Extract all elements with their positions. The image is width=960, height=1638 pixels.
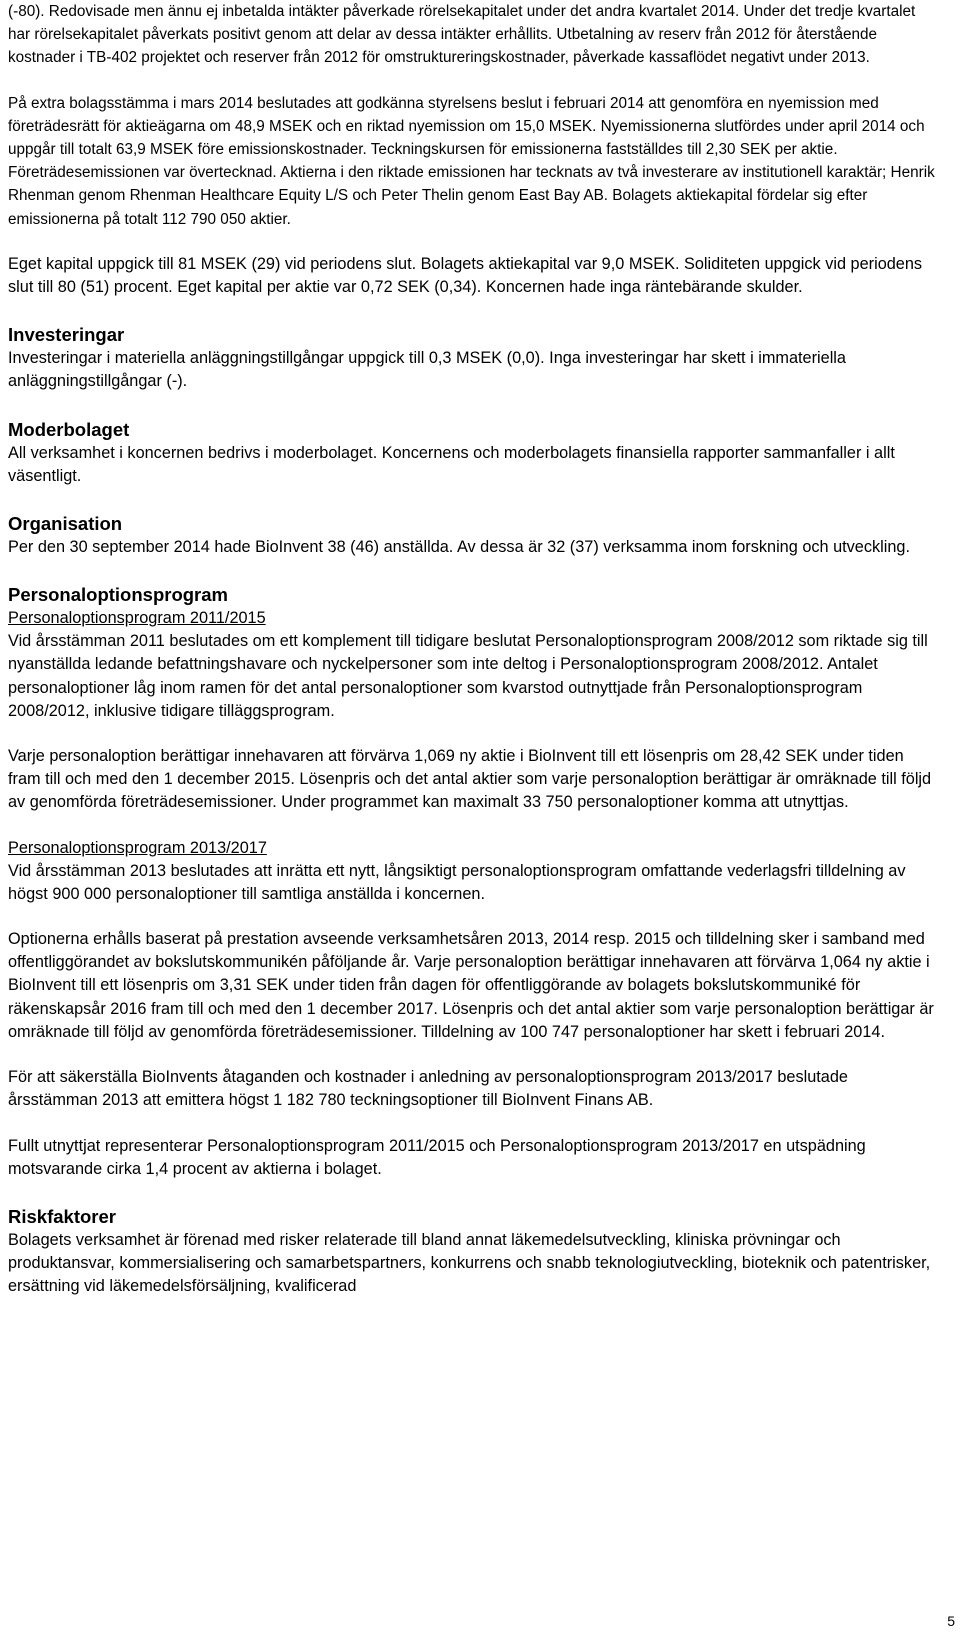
document-body bbox=[8, 0, 938, 1299]
paragraph-program-2013-2017-terms: Optionerna erhålls baserat på prestation avseende verksamhetsåren 2013, 2014 resp. 2015 och tilldelning sker i samband med offentliggörandet av bokslutskommunikén påföljande år. Varje personaloption berättigar innehavaren att förvärva 1,064 ny aktie i BioInvent till ett lösenpris om 3,31 SEK under tiden från dagen för offentliggörande av bolagets bokslutskommuniké för räkenskapsår 2016 fram till och med den 1 december 2017. Lösenpris och det antal aktier som varje personaloption berättigar är omräknade till följd av genomförda företrädesemissioner. Tilldelning av 100 747 personaloptioner har skett i februari 2014. bbox=[8, 930, 934, 1041]
paragraph-investeringar: Investeringar i materiella anläggningstillgångar uppgick till 0,3 MSEK (0,0). Inga investeringar har skett i immateriella anläggningstillgångar (-). bbox=[8, 349, 846, 391]
paragraph-share-issue: På extra bolagsstämma i mars 2014 beslutades att godkänna styrelsens beslut i februari 2014 att genomföra en nyemission med företrädesrätt för aktieägarna om 48,9 MSEK och en riktad nyemission om 15,0 MSEK. Nyemissionerna slutfördes under april 2014 och uppgår till totalt 63,9 MSEK före emissionskostnader. Teckningskursen för emissionerna fastställdes till 2,30 SEK per aktie. Företrädesemissionen var övertecknad. Aktierna i den riktade emissionen har tecknats av två investerare av institutionell karaktär; Henrik Rhenman genom Rhenman Healthcare Equity L/S och Peter Thelin genom East Bay AB. Bolagets aktiekapital fördelar sig efter emissionerna på totalt 112 790 050 aktier. bbox=[8, 94, 935, 228]
paragraph-program-2013-2017-warrants: För att säkerställa BioInvents åtaganden och kostnader i anledning av personaloptionsprogram 2013/2017 beslutade årsstämman 2013 att emittera högst 1 182 780 teckningsoptioner till BioInvent Finans AB. bbox=[8, 1068, 848, 1110]
paragraph-working-capital: (-80). Redovisade men ännu ej inbetalda intäkter påverkade rörelsekapitalet under det andra kvartalet 2014. Under det tredje kvartalet har rörelsekapitalet påverkats positivt genom att delar av dessa intäkter erhållits. Utbetalning av reserv från 2012 för återstående kostnader i TB-402 projektet och reserver från 2012 för omstruktureringskostnader, påverkade kassaflödet negativt under 2013. bbox=[8, 3, 916, 67]
heading-investeringar: Investeringar bbox=[8, 324, 125, 346]
paragraph-organisation: Per den 30 september 2014 hade BioInvent 38 (46) anställda. Av dessa är 32 (37) verksamma inom forskning och utveckling. bbox=[8, 538, 911, 557]
paragraph-moderbolaget: All verksamhet i koncernen bedrivs i moderbolaget. Koncernens och moderbolagets finansiella rapporter sammanfaller i allt väsentligt. bbox=[8, 443, 895, 485]
heading-riskfaktorer: Riskfaktorer bbox=[8, 1205, 116, 1227]
paragraph-program-dilution: Fullt utnyttjat representerar Personaloptionsprogram 2011/2015 och Personaloptionsprogram 2013/2017 en utspädning motsvarande cirka 1,4 procent av aktierna i bolaget. bbox=[8, 1136, 866, 1178]
subheading-program-2011-2015: Personaloptionsprogram 2011/2015 bbox=[8, 609, 266, 628]
subheading-program-2013-2017: Personaloptionsprogram 2013/2017 bbox=[8, 838, 267, 857]
heading-organisation: Organisation bbox=[8, 513, 123, 535]
paragraph-equity: Eget kapital uppgick till 81 MSEK (29) vid periodens slut. Bolagets aktiekapital var 9,0 MSEK. Soliditeten uppgick vid periodens slut till 80 (51) procent. Eget kapital per aktie var 0,72 SEK (0,34). Koncernen hade inga räntebärande skulder. bbox=[8, 254, 923, 297]
paragraph-program-2011-2015-terms: Varje personaloption berättigar innehavaren att förvärva 1,069 ny aktie i BioInvent till ett lösenpris om 28,42 SEK under tiden fram till och med den 1 december 2015. Lösenpris och det antal aktier som varje personaloption berättigar är omräknade till följd av genomförda företrädesemissioner. Under programmet kan maximalt 33 750 personaloptioner komma att utnyttjas. bbox=[8, 747, 932, 812]
heading-moderbolaget: Moderbolaget bbox=[8, 418, 130, 440]
paragraph-program-2013-2017-intro: Vid årsstämman 2013 beslutades att inrätta ett nytt, långsiktigt personaloptionsprogram omfattande vederlagsfri tilldelning av högst 900 000 personaloptioner till samtliga anställda i koncernen. bbox=[8, 861, 906, 903]
paragraph-riskfaktorer: Bolagets verksamhet är förenad med risker relaterade till bland annat läkemedelsutveckling, kliniska prövningar och produktansvar, kommersialisering och samarbetspartners, konkurrens och snabb teknologiutveckling, bioteknik och patentrisker, ersättning vid läkemedelsförsäljning, kvalificerad bbox=[8, 1230, 931, 1296]
heading-personaloptionsprogram: Personaloptionsprogram bbox=[8, 584, 228, 606]
page-number: 5 bbox=[947, 1613, 955, 1629]
paragraph-program-2011-2015-intro: Vid årsstämman 2011 beslutades om ett komplement till tidigare beslutat Personaloptionsprogram 2008/2012 som riktade sig till nyanställda ledande befattningshavare och nyckelpersoner som inte deltog i Personaloptionsprogram 2008/2012. Antalet personaloptioner låg inom ramen för det antal personaloptioner som kvarstod outnyttjade från Personaloptionsprogram 2008/2012, inklusive tidigare tilläggsprogram. bbox=[8, 632, 928, 720]
